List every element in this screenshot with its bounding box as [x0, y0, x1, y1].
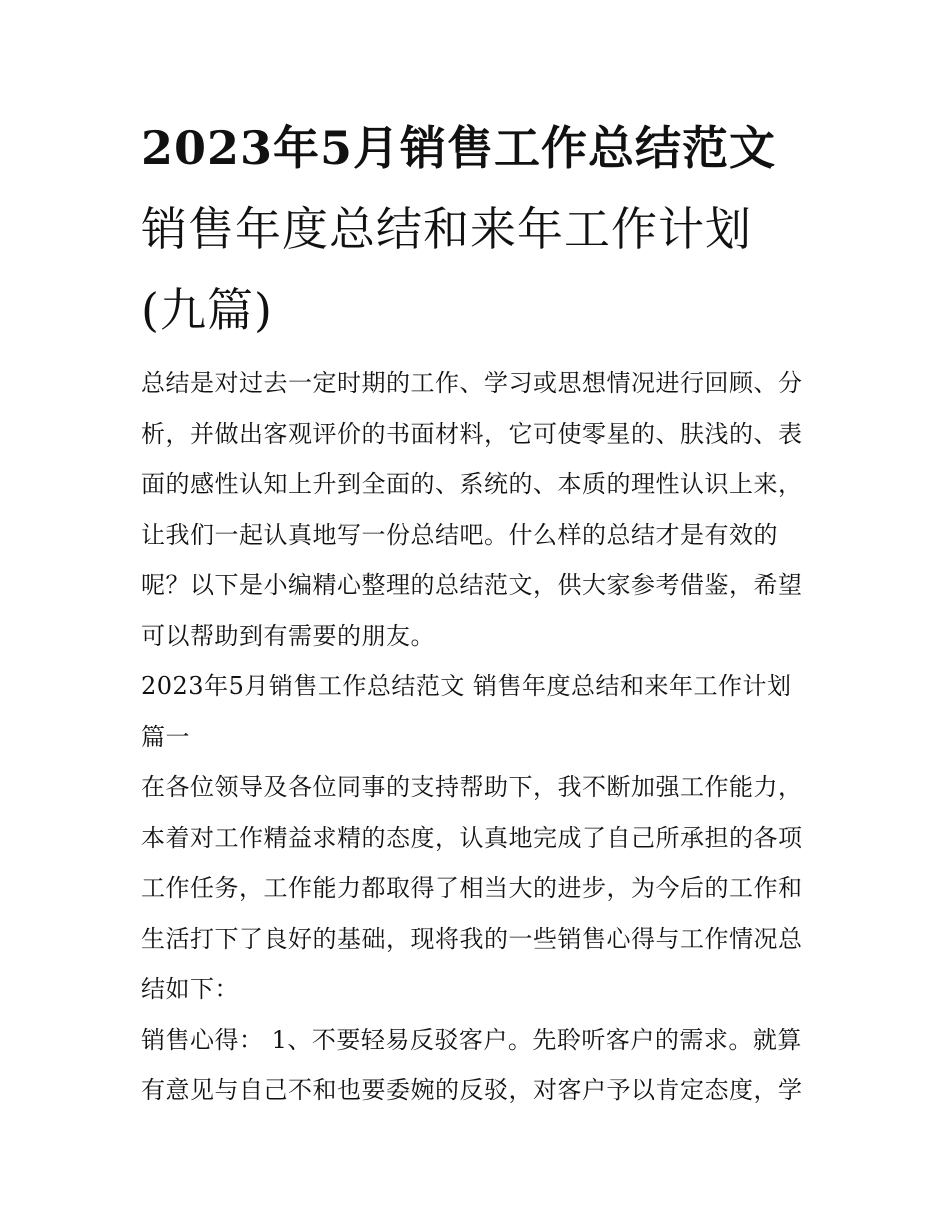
body-line: 销售心得： 1、不要轻易反驳客户。先聆听客户的需求。就算 — [141, 1025, 802, 1054]
body-line: 工作任务，工作能力都取得了相当大的进步，为今后的工作和 — [141, 874, 803, 902]
document-body — [141, 358, 813, 1116]
body-line: 让我们一起认真地写一份总结吧。什么样的总结才是有效的 — [141, 520, 778, 549]
body-line: 结如下： — [141, 975, 239, 1003]
body-line: 呢？以下是小编精心整理的总结范文，供大家参考借鉴，希望 — [141, 571, 803, 599]
body-line: 总结是对过去一定时期的工作、学习或思想情况进行回顾、分 — [141, 369, 803, 397]
body-line: 本着对工作精益求精的态度，认真地完成了自己所承担的各项 — [141, 823, 803, 852]
title-line-1: 2023年5月销售工作总结范文 — [141, 121, 777, 175]
body-line: 有意见与自己不和也要委婉的反驳，对客户予以肯定态度，学 — [141, 1076, 803, 1104]
section-heading-line: 2023年5月销售工作总结范文 销售年度总结和来年工作计划 — [141, 672, 792, 700]
title-line-2: 销售年度总结和来年工作计划 — [141, 202, 752, 256]
body-line: 可以帮助到有需要的朋友。 — [141, 621, 435, 650]
body-line: 析，并做出客观评价的书面材料，它可使零星的、肤浅的、表 — [141, 419, 803, 448]
body-line: 面的感性认知上升到全面的、系统的、本质的理性认识上来， — [141, 470, 803, 498]
title-line-3: (九篇) — [141, 283, 273, 337]
body-line: 生活打下了良好的基础，现将我的一些销售心得与工作情况总 — [141, 924, 803, 953]
document-title — [141, 108, 821, 351]
section-heading-line: 篇一 — [141, 722, 190, 751]
body-line: 在各位领导及各位同事的支持帮助下，我不断加强工作能力， — [141, 773, 803, 801]
